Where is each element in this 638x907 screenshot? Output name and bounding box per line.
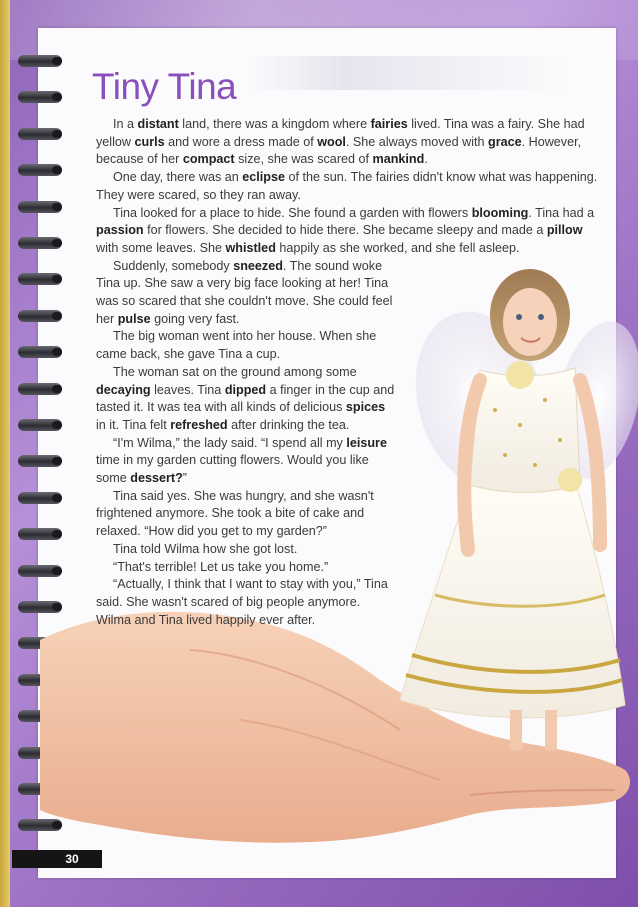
story-text-run: happily as she worked, and she fell asleep. — [275, 240, 520, 255]
vocabulary-word: passion — [96, 223, 144, 238]
page-number: 30 — [65, 852, 79, 866]
spiral-ring — [18, 128, 62, 140]
story-text-run: . She always moved with — [345, 134, 488, 149]
story-text-run: “Actually, I think that I want to stay with you,” Tina said. She wasn't scared of big people anymore. Wilma and Tina lived happily ever after. — [96, 577, 388, 627]
story-text-run: ” — [182, 471, 187, 486]
story-text-run: . However, because of her — [96, 134, 582, 167]
story-text-run: Tina looked for a place to hide. She found a garden with flowers — [113, 205, 472, 220]
story-text-run: In a — [113, 117, 138, 131]
story-text-run: in it. Tina felt — [96, 417, 171, 432]
title-decoration-stripe — [248, 56, 568, 90]
story-text-run: of the sun. The fairies didn't know what was happening. They were scared, so they ran away. — [96, 170, 598, 202]
story-text-run: after drinking the tea. — [227, 417, 350, 432]
spiral-ring — [18, 55, 62, 67]
spiral-ring — [18, 164, 62, 176]
story-paragraph — [96, 258, 406, 329]
vocabulary-word: distant — [137, 117, 179, 131]
story-text-run: leaves. Tina — [150, 382, 225, 397]
story-paragraph — [96, 541, 396, 559]
story-paragraph — [96, 559, 396, 577]
vocabulary-word: pulse — [117, 311, 151, 326]
story-paragraph — [96, 364, 396, 435]
story-text-run: . The sound woke Tina up. She saw a very big face looking at her! Tina was so scared that she couldn't move. She could feel her — [96, 258, 393, 326]
story-text-run: Tina told Wilma how she got lost. — [113, 541, 298, 556]
story-text-run: Tina said yes. She was hungry, and she wasn't frightened anymore. She took a bite of cake and relaxed. “How did you get to my garden?” — [96, 488, 374, 539]
story-paragraph — [96, 435, 396, 488]
spiral-ring — [18, 91, 62, 103]
vocabulary-word: pillow — [546, 223, 583, 238]
vocabulary-word: decaying — [96, 382, 151, 397]
story-text-run: with some leaves. She — [96, 240, 226, 255]
vocabulary-word: dessert? — [130, 471, 183, 486]
story-text-run: The woman sat on the ground among some — [113, 364, 357, 379]
story-text-run: and wore a dress made of — [164, 134, 318, 149]
yellow-page-edge — [0, 0, 10, 907]
story-paragraph — [96, 116, 600, 169]
page-title: Tiny Tina — [92, 66, 237, 107]
vocabulary-word: grace — [488, 134, 522, 149]
vocabulary-word: spices — [345, 400, 386, 415]
vocabulary-word: whistled — [225, 240, 276, 255]
story-text-run: going very fast. — [150, 311, 240, 326]
story-text-run: a finger in the cup and tasted it. It was tea with all kinds of delicious — [96, 382, 395, 415]
vocabulary-word: blooming — [471, 205, 529, 220]
spiral-ring — [18, 237, 62, 249]
vocabulary-word: curls — [134, 134, 165, 149]
story-paragraph — [96, 576, 396, 629]
story-text-run: for flowers. She decided to hide there. She became sleepy and made a — [143, 223, 547, 238]
story-paragraph — [96, 169, 600, 204]
story-text-run: . — [424, 152, 428, 167]
story-text-run: . Tina had a — [528, 205, 595, 220]
vocabulary-word: refreshed — [170, 417, 228, 432]
vocabulary-word: leisure — [346, 435, 387, 450]
spiral-ring — [18, 201, 62, 213]
vocabulary-word: mankind — [372, 152, 425, 167]
story-text-run: One day, there was an — [113, 170, 243, 185]
vocabulary-word: sneezed — [233, 258, 283, 273]
story-text-run: “That's terrible! Let us take you home.” — [113, 559, 329, 574]
story-text — [96, 116, 600, 629]
vocabulary-word: dipped — [224, 382, 267, 397]
story-text-run: time in my garden cutting flowers. Would you like some — [96, 453, 369, 486]
vocabulary-word: fairies — [370, 117, 408, 131]
story-text-run: Suddenly, somebody — [113, 258, 234, 273]
story-paragraph — [96, 328, 396, 363]
story-text-run: land, there was a kingdom where — [178, 117, 371, 131]
story-text-run: “I'm Wilma,” the lady said. “I spend all my — [113, 435, 347, 450]
story-text-run: lived. Tina was a fairy. She had yellow — [96, 117, 585, 149]
story-paragraph — [96, 205, 600, 258]
vocabulary-word: eclipse — [242, 170, 285, 185]
story-text-run: The big woman went into her house. When she came back, she gave Tina a cup. — [96, 329, 377, 362]
story-text-run: size, she was scared of — [234, 152, 373, 167]
vocabulary-word: compact — [182, 152, 235, 167]
vocabulary-word: wool — [317, 134, 346, 149]
story-paragraph — [96, 488, 396, 541]
